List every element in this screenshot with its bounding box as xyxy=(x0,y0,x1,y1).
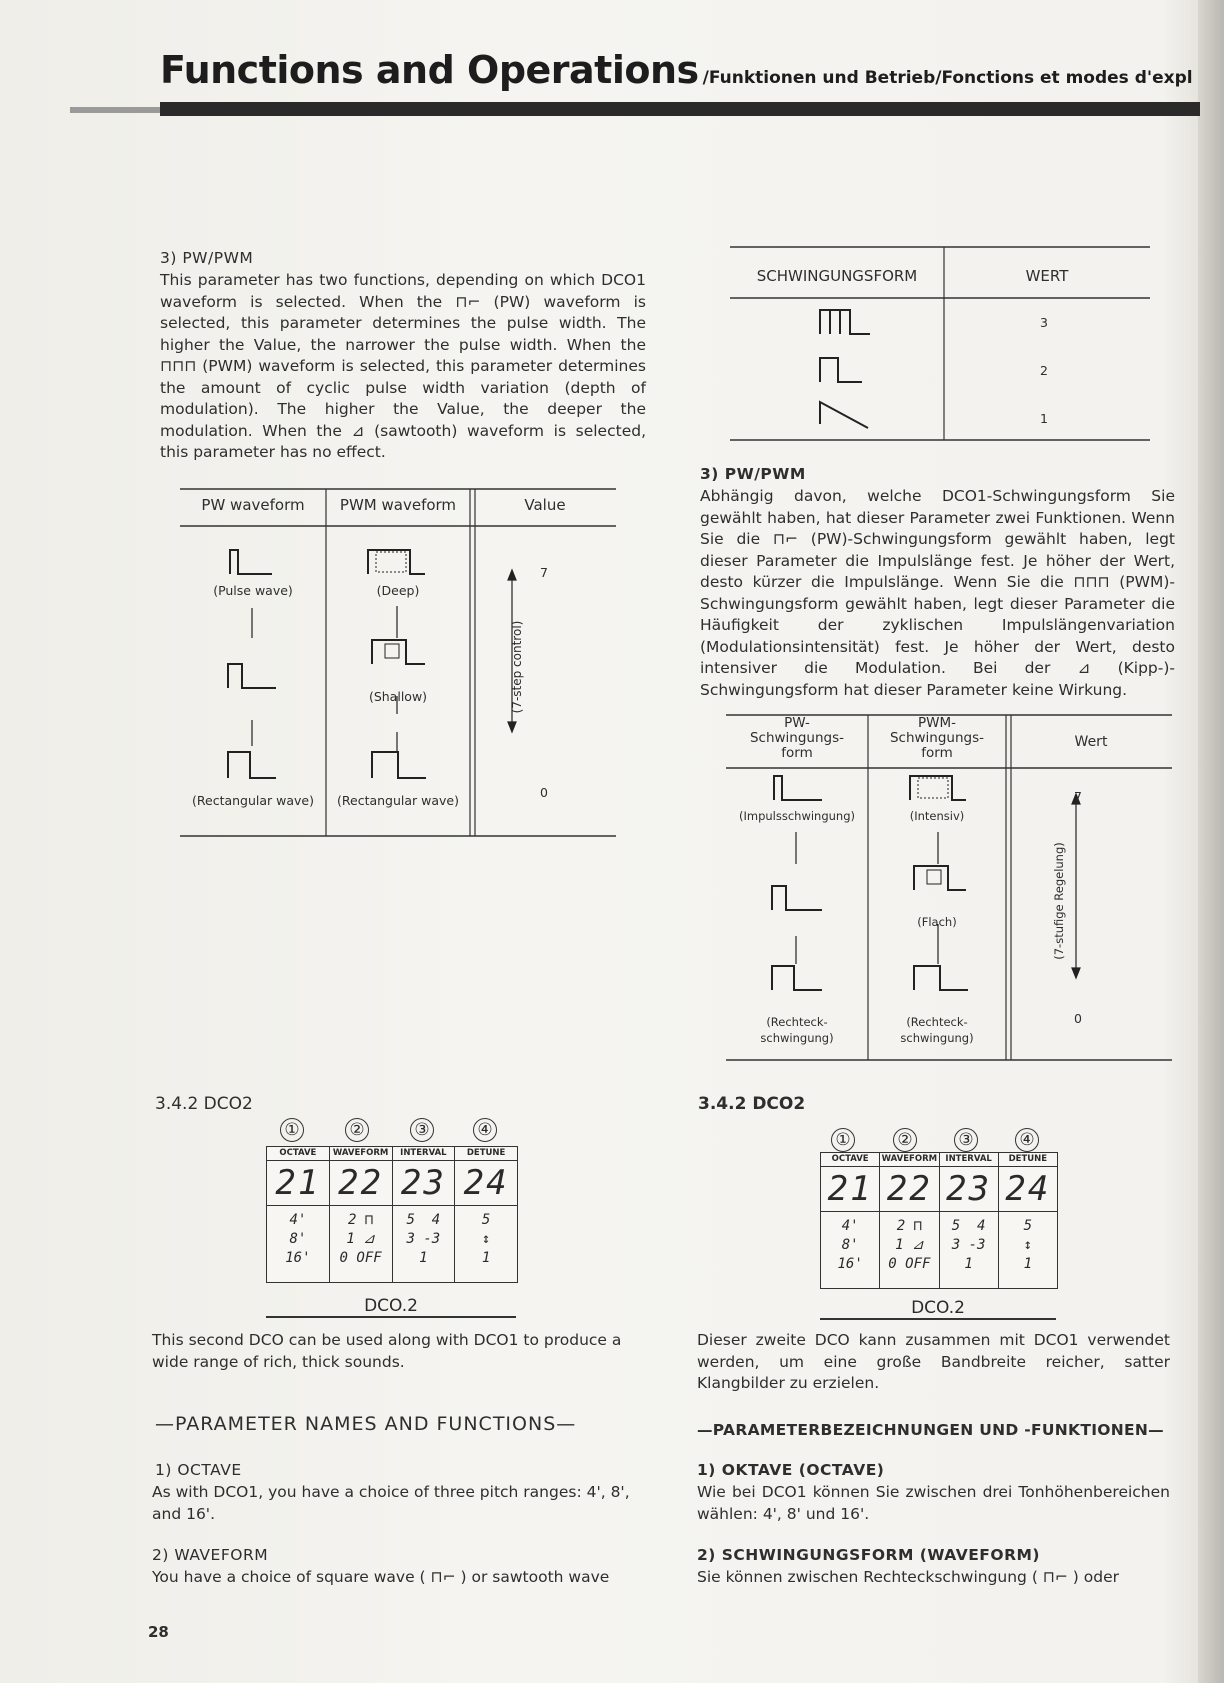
en-panel-wave-values: 2 ⊓ 1 ⊿ 0 OFF xyxy=(330,1206,393,1282)
en-table-col2: PWM waveform xyxy=(339,496,457,514)
sawtooth-wave-icon xyxy=(820,402,868,428)
en-dco2-rule xyxy=(266,1316,516,1318)
pwm-rect-icon xyxy=(372,752,426,778)
page-edge xyxy=(1198,0,1224,1683)
en-panel-head-interval: INTERVAL xyxy=(393,1147,456,1160)
en-param-heading: —PARAMETER NAMES AND FUNCTIONS— xyxy=(155,1413,577,1435)
en-dco2-heading: 3.4.2 DCO2 xyxy=(155,1094,253,1114)
de-table1-v1: 1 xyxy=(1040,411,1048,426)
de-label-rect1: (Rechteck- schwingung) xyxy=(760,1015,834,1045)
rect-wave-icon xyxy=(228,752,276,778)
de-schwingungsform-heading: 2) SCHWINGUNGSFORM (WAVEFORM) xyxy=(697,1546,1041,1564)
de-panel-digit-24: 24 xyxy=(1005,1169,1051,1209)
en-panel-num-3: ③ xyxy=(410,1118,434,1142)
de-panel-interval-values: 5 4 3 -3 1 xyxy=(940,1212,999,1288)
de-vlabel: (7-stufige Regelung) xyxy=(1052,842,1066,960)
de-label-impuls: (Impulsschwingung) xyxy=(738,809,855,823)
de-panel-digit-23: 23 xyxy=(940,1167,999,1211)
de-pwm-rect-icon xyxy=(914,966,968,990)
en-vlabel: (7-step control) xyxy=(510,620,524,714)
de-label-flach: (Flach) xyxy=(917,915,957,929)
header-title: Functions and Operations xyxy=(160,48,699,92)
en-panel-digit-24: 24 xyxy=(463,1163,509,1203)
en-pw-heading: 3) PW/PWM xyxy=(160,249,254,267)
de-rect-wave-icon xyxy=(772,966,822,990)
de-panel-num-2: ② xyxy=(893,1128,917,1152)
de-schwingungsform-body: Sie können zwischen Rechteckschwingung ( ⊓⌐ ) oder xyxy=(697,1568,1120,1586)
de-panel-num-1: ① xyxy=(831,1128,855,1152)
de-label-intensiv: (Intensiv) xyxy=(909,809,965,823)
de-panel-num-3: ③ xyxy=(954,1128,978,1152)
de-pw-heading: 3) PW/PWM xyxy=(700,465,806,483)
en-table-col3: Value xyxy=(524,496,566,514)
en-dco2-body: This second DCO can be used along with DCO1 to produce a wide range of rich, thick sounds. xyxy=(152,1331,622,1371)
de-pw-table xyxy=(726,714,1172,1062)
page-number: 28 xyxy=(148,1623,169,1641)
de-label-rect2: (Rechteck- schwingung) xyxy=(900,1015,974,1045)
en-panel-num-2: ② xyxy=(345,1118,369,1142)
en-panel-num-4: ④ xyxy=(473,1118,497,1142)
de-dco2-body: Dieser zweite DCO kann zusammen mit DCO1 verwendet werden, um eine große Bandbreite reicher, satter Klangbilder zu erzielen. xyxy=(697,1331,1170,1392)
de-panel-num-4: ④ xyxy=(1015,1128,1039,1152)
de-panel-head-detune: DETUNE xyxy=(1008,1154,1048,1164)
de-panel-digit-22: 22 xyxy=(880,1167,939,1211)
de-table1-v2: 2 xyxy=(1040,363,1048,378)
en-label-pulse: (Pulse wave) xyxy=(213,583,293,598)
de-param-heading: —PARAMETERBEZEICHNUNGEN UND -FUNKTIONEN— xyxy=(697,1421,1164,1439)
page-header xyxy=(160,48,1193,92)
de-dco2-panel xyxy=(820,1152,1058,1289)
de-value-0: 0 xyxy=(1074,1011,1082,1026)
en-panel-detune-values: 5 ↕ 1 xyxy=(481,1212,491,1266)
de-value-range-arrow xyxy=(1072,794,1080,978)
en-label-deep: (Deep) xyxy=(376,583,420,598)
de-panel-digit-21: 21 xyxy=(821,1167,880,1211)
de-dco2-rule xyxy=(820,1318,1056,1320)
de-table2-col1: PW- Schwingungs- form xyxy=(749,715,845,761)
de-panel-wave-values: 2 ⊓ 1 ⊿ 0 OFF xyxy=(880,1212,939,1288)
header-rule-left xyxy=(70,107,160,113)
pwm-wave-icon xyxy=(820,310,870,334)
en-waveform-table xyxy=(180,488,616,838)
en-value-0: 0 xyxy=(540,785,548,800)
en-panel-octave-values: 4' 8' 16' xyxy=(267,1206,330,1282)
en-pw-body: This parameter has two functions, depending on which DCO1 waveform is selected. When the ⊓⌐ (PW) waveform is selected, this parameter determines the pulse width. The higher the Value, the narrower the pulse width. When the ⊓⊓⊓ (PWM) waveform is selected, this parameter determines the amount of cyclic pulse width variation (depth of modulation). The higher the Value, the deeper the modulation. When the ⊿ (sawtooth) waveform is selected, this parameter has no effect. xyxy=(160,271,646,461)
en-label-rect2: (Rectangular wave) xyxy=(337,793,459,808)
en-panel-head-octave: OCTAVE xyxy=(267,1147,330,1160)
de-value-7: 7 xyxy=(1074,789,1082,804)
de-pwm-deep-icon xyxy=(910,776,966,800)
de-pw-mid-icon xyxy=(772,886,822,910)
en-dco2-panel xyxy=(266,1146,518,1283)
pwm-shallow-icon xyxy=(372,640,425,664)
de-pw-body: Abhängig davon, welche DCO1-Schwingungsform Sie gewählt haben, hat dieser Parameter zwei Funktionen. Wenn Sie die ⊓⌐ (PW)-Schwingungsform gewählt haben, legt dieser Parameter die Impulslänge fest. Je höher der Wert, desto kürzer die Impulslänge. Wenn Sie die ⊓⊓⊓ (PWM)-Schwingungsform gewählt haben, legt dieser Parameter die Häufigkeit der zyklischen Impulslängenvariation (Modulationsintensität) fest. Je höher der Wert, desto intensiver die Modulation. Bei der ⊿ (Kipp-)-Schwingungsform hat dieser Parameter keine Wirkung. xyxy=(700,487,1175,699)
en-octave-heading: 1) OCTAVE xyxy=(155,1461,242,1479)
de-pulse-wave-icon xyxy=(774,776,822,800)
en-panel-interval-values: 5 4 3 -3 1 xyxy=(393,1206,456,1282)
de-table2-col3: Wert xyxy=(1074,734,1108,750)
de-panel-detune-values: 5 ↕ 1 xyxy=(1023,1218,1033,1272)
en-label-shallow: (Shallow) xyxy=(368,689,428,704)
en-octave-body: As with DCO1, you have a choice of three pitch ranges: 4', 8', and 16'. xyxy=(152,1483,630,1523)
en-panel-head-detune: DETUNE xyxy=(466,1148,506,1158)
de-table1-v3: 3 xyxy=(1040,315,1048,330)
pulse-wave-icon xyxy=(230,550,272,574)
en-waveform-heading: 2) WAVEFORM xyxy=(152,1546,269,1564)
en-waveform-body: You have a choice of square wave ( ⊓⌐ ) or sawtooth wave xyxy=(152,1568,610,1586)
de-dco2-heading: 3.4.2 DCO2 xyxy=(698,1094,806,1114)
de-pwm-flach-icon xyxy=(914,866,966,890)
de-oktave-body: Wie bei DCO1 können Sie zwischen drei Tonhöhenbereichen wählen: 4', 8' und 16'. xyxy=(697,1483,1170,1523)
en-panel-digit-23: 23 xyxy=(393,1161,456,1205)
de-table1-col1: SCHWINGUNGSFORM xyxy=(756,267,918,285)
pw-mid-icon xyxy=(228,664,276,688)
en-panel-num-1: ① xyxy=(280,1118,304,1142)
en-panel-digit-21: 21 xyxy=(267,1161,330,1205)
square-wave-icon xyxy=(820,358,862,382)
header-subtitle: /Funktionen und Betrieb/Fonctions et modes d'expl xyxy=(702,68,1193,88)
en-table-col1: PW waveform xyxy=(201,496,305,514)
de-panel-head-interval: INTERVAL xyxy=(940,1153,999,1166)
header-rule xyxy=(160,102,1200,116)
en-value-7: 7 xyxy=(540,565,548,580)
pwm-deep-icon xyxy=(368,550,425,574)
de-panel-head-waveform: WAVEFORM xyxy=(880,1153,939,1166)
de-oktave-heading: 1) OKTAVE (OCTAVE) xyxy=(697,1461,885,1479)
de-dco2-label: DCO.2 xyxy=(911,1298,965,1318)
en-panel-head-waveform: WAVEFORM xyxy=(330,1147,393,1160)
en-label-rect1: (Rectangular wave) xyxy=(192,793,314,808)
de-table2-col2: PWM- Schwingungs- form xyxy=(889,715,985,761)
de-table1-col2: WERT xyxy=(1025,267,1069,285)
en-panel-digit-22: 22 xyxy=(330,1161,393,1205)
de-panel-head-octave: OCTAVE xyxy=(821,1153,880,1166)
de-panel-octave-values: 4' 8' 16' xyxy=(821,1212,880,1288)
en-dco2-label: DCO.2 xyxy=(364,1296,418,1316)
